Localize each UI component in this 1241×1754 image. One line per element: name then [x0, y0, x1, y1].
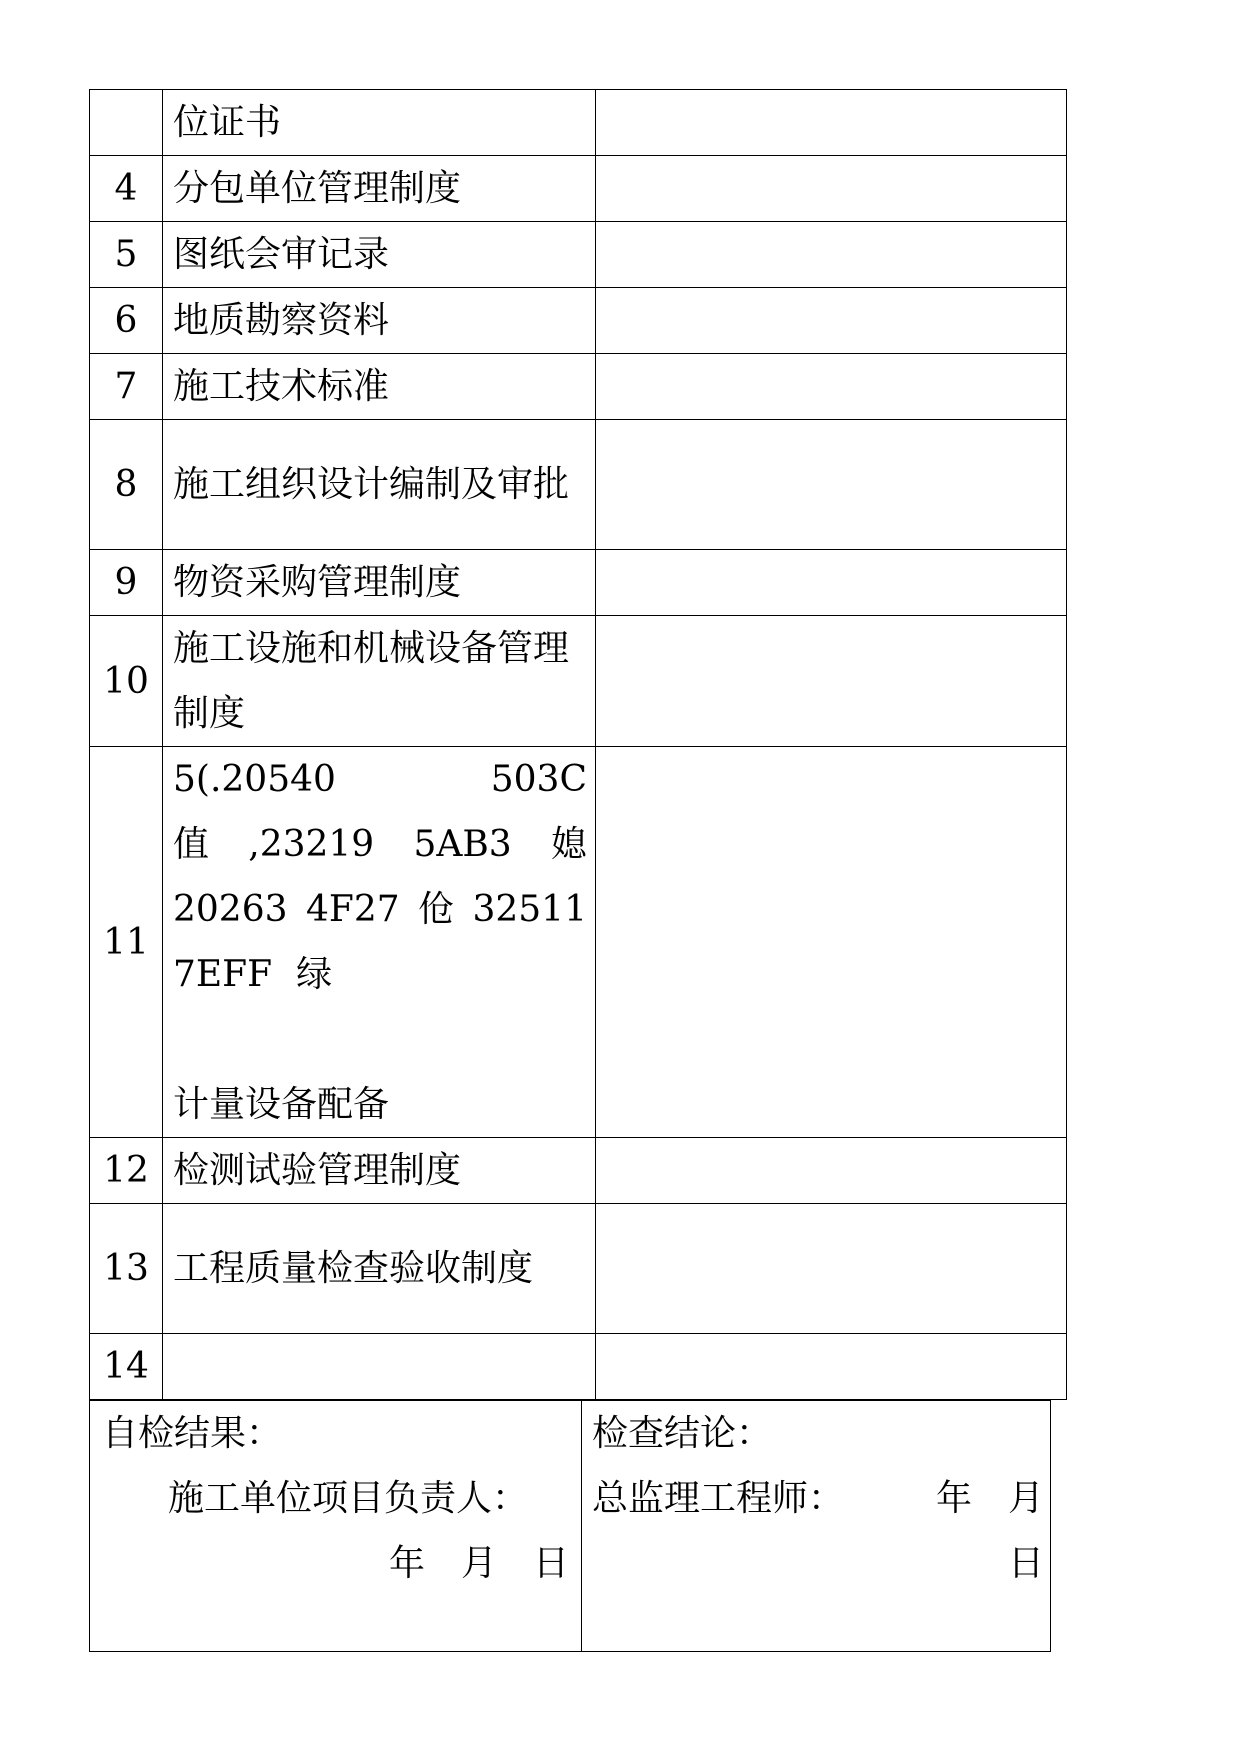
row-item: 施工技术标准	[163, 354, 596, 420]
row-check-cell	[596, 90, 1067, 156]
inspection-conclusion-cell	[582, 1401, 1051, 1652]
row-item: 物资采购管理制度	[163, 550, 596, 616]
table-row	[90, 222, 1067, 288]
row-number: 14	[90, 1334, 163, 1400]
row-item: 工程质量检查验收制度	[163, 1204, 596, 1334]
row-item	[163, 1334, 596, 1400]
row-number: 8	[90, 420, 163, 550]
row-item: 图纸会审记录	[163, 222, 596, 288]
table-row	[90, 90, 1067, 156]
table-row	[90, 616, 1067, 747]
row-check-cell	[596, 420, 1067, 550]
table-row	[90, 1334, 1067, 1400]
row-check-cell	[596, 156, 1067, 222]
table-row	[90, 420, 1067, 550]
self-check-date: 年 月 日	[388, 1543, 569, 1584]
row-item: 地质勘察资料	[163, 288, 596, 354]
signature-table	[89, 1400, 1051, 1652]
garbled-line: 5(.20540 503C	[173, 759, 587, 800]
supervisor-signer-label: 总监理工程师：	[592, 1478, 845, 1519]
garbled-line: 20263 4F27 伧 32511	[173, 889, 587, 930]
row-number: 13	[90, 1204, 163, 1334]
row-number: 12	[90, 1138, 163, 1204]
row-check-cell	[596, 1334, 1067, 1400]
row-number: 5	[90, 222, 163, 288]
row-number: 9	[90, 550, 163, 616]
row-number: 11	[90, 747, 163, 1138]
row-check-cell	[596, 222, 1067, 288]
table-row	[90, 747, 1067, 1138]
garbled-line: 7EFF 绿	[173, 954, 333, 995]
conclusion-title: 检查结论：	[592, 1413, 773, 1454]
row-item: 分包单位管理制度	[163, 156, 596, 222]
row-check-cell	[596, 616, 1067, 747]
row-check-cell	[596, 1138, 1067, 1204]
inspection-form	[89, 89, 1051, 1652]
row-check-cell	[596, 354, 1067, 420]
row-item: 施工设施和机械设备管理制度	[163, 616, 596, 747]
row-item: 检测试验管理制度	[163, 1138, 596, 1204]
supervisor-date-day: 日	[1007, 1543, 1044, 1584]
row-number: 10	[90, 616, 163, 747]
row-check-cell	[596, 288, 1067, 354]
supervisor-signer-line: 总监理工程师： 年 月	[592, 1466, 1044, 1531]
inspection-table	[89, 89, 1067, 1400]
table-row	[90, 1138, 1067, 1204]
row-number: 6	[90, 288, 163, 354]
table-row	[90, 156, 1067, 222]
row-number	[90, 90, 163, 156]
table-row	[90, 288, 1067, 354]
row-number: 4	[90, 156, 163, 222]
contractor-signer-label: 施工单位项目负责人：	[168, 1478, 529, 1519]
row-item-tail: 计量设备配备	[173, 1084, 390, 1125]
garbled-line: 值 ,23219 5AB3 媳	[173, 824, 587, 865]
row-check-cell	[596, 1204, 1067, 1334]
table-row	[90, 1204, 1067, 1334]
signature-row	[90, 1401, 1051, 1652]
row-check-cell	[596, 747, 1067, 1138]
table-row	[90, 550, 1067, 616]
self-check-cell	[90, 1401, 582, 1652]
row-item: 位证书	[163, 90, 596, 156]
self-check-title: 自检结果：	[102, 1413, 283, 1454]
table-row	[90, 354, 1067, 420]
row-item: 施工组织设计编制及审批	[163, 420, 596, 550]
row-number: 7	[90, 354, 163, 420]
row-item	[163, 747, 596, 1138]
row-check-cell	[596, 550, 1067, 616]
